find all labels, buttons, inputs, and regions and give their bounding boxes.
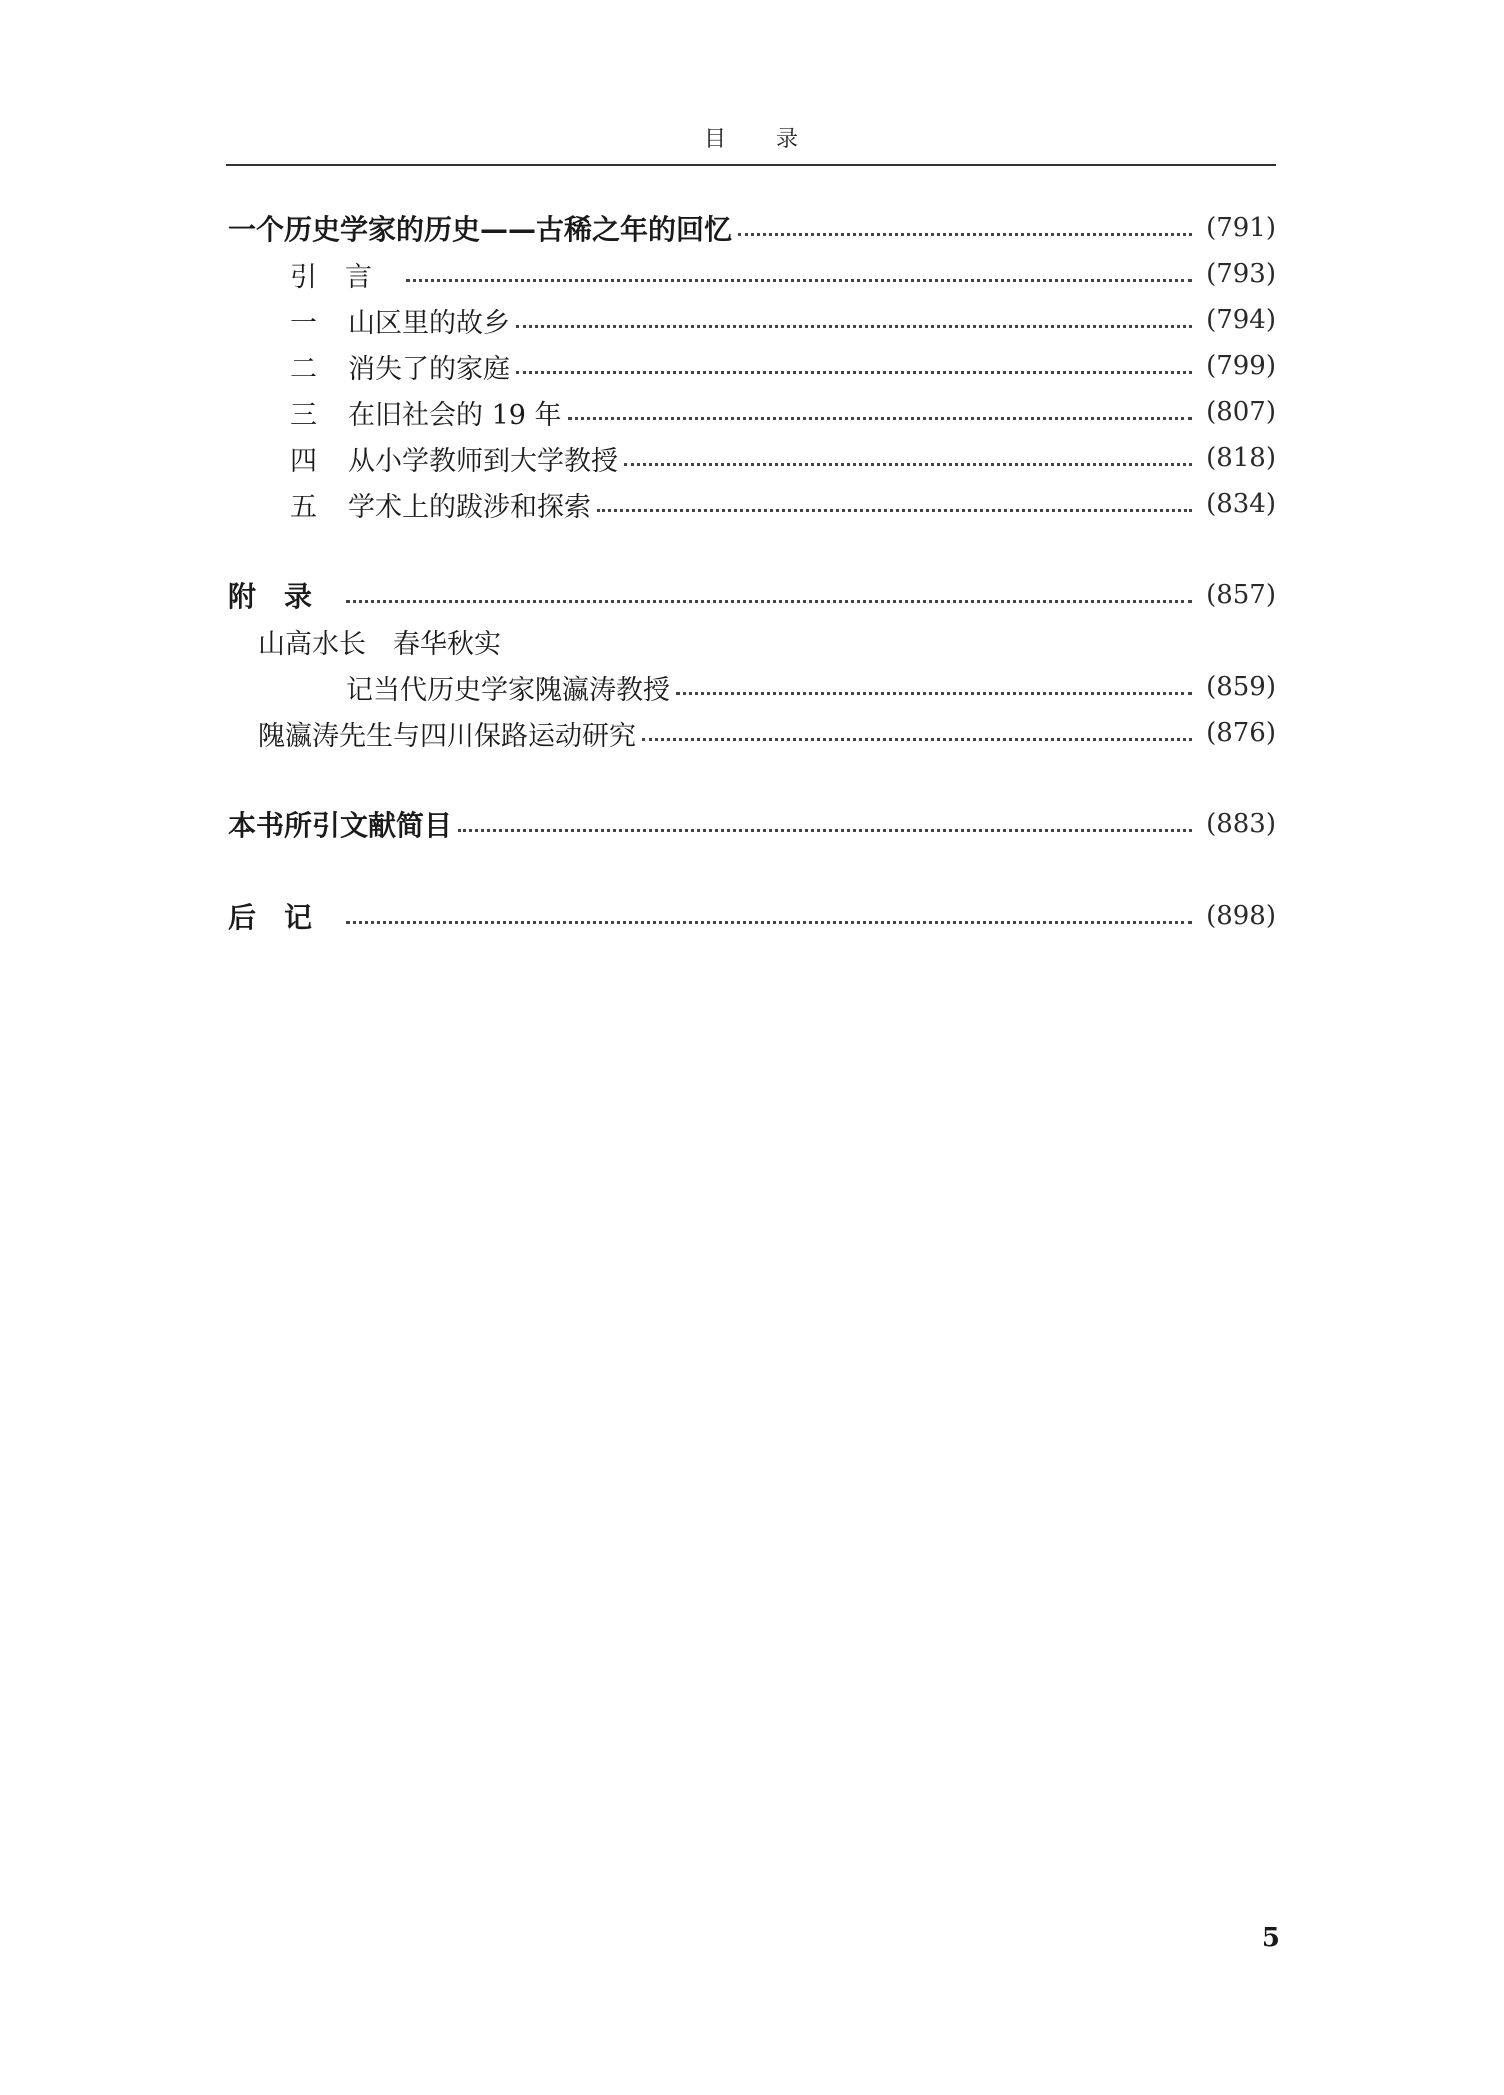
- dot-leader: [624, 463, 1192, 466]
- chapter-number: 三: [290, 399, 317, 431]
- chapter-number: 二: [290, 353, 317, 385]
- dot-leader: [738, 233, 1192, 236]
- toc-entry-title: 在旧社会的 19 年: [348, 399, 562, 431]
- toc-entry-title: 学术上的跋涉和探索: [348, 491, 591, 523]
- toc-page-number: (834): [1206, 489, 1276, 519]
- toc-page-number: (793): [1206, 259, 1276, 289]
- dot-leader: [676, 692, 1192, 695]
- toc-entry-title: 后记: [228, 901, 341, 934]
- toc-entry-title: 山区里的故乡: [348, 307, 510, 339]
- toc-entry-appendix[interactable]: [228, 572, 1276, 618]
- dot-leader: [458, 829, 1192, 832]
- toc-page-number: (794): [1206, 305, 1276, 335]
- toc-page-number: (791): [1206, 213, 1276, 243]
- toc-entry-appendix-2[interactable]: [228, 710, 1276, 756]
- toc-entry-title: 本书所引文献简目: [228, 809, 453, 842]
- toc-entry-bibliography[interactable]: [228, 801, 1276, 847]
- dot-leader: [346, 921, 1192, 924]
- toc-page-number: (799): [1206, 351, 1276, 381]
- toc-entry-chapter-1[interactable]: [228, 297, 1276, 343]
- toc-entry-chapter-4[interactable]: [228, 435, 1276, 481]
- page-folio-number: 5: [1261, 1923, 1280, 1953]
- toc-entry-chapter-2[interactable]: [228, 343, 1276, 389]
- toc-entry-title: 一个历史学家的历史——古稀之年的回忆: [228, 213, 733, 246]
- toc-page-number: (859): [1206, 672, 1276, 702]
- chapter-number: 五: [290, 491, 317, 523]
- toc-entry-title: 山高水长 春华秋实: [258, 628, 501, 660]
- toc-entry-appendix-1-heading[interactable]: [228, 618, 1276, 664]
- header-rule: [226, 164, 1276, 166]
- toc-entry-title: 记当代历史学家隗瀛涛教授: [346, 674, 670, 706]
- running-head: 目录: [703, 127, 848, 152]
- dot-leader: [642, 738, 1192, 741]
- toc-entry-chapter-3[interactable]: [228, 389, 1276, 435]
- toc-entry-afterword[interactable]: [228, 893, 1276, 939]
- toc-entry-chapter-5[interactable]: [228, 481, 1276, 527]
- toc-entry-preface[interactable]: [228, 251, 1276, 297]
- chapter-number: 一: [290, 307, 317, 339]
- dot-leader: [597, 509, 1192, 512]
- toc-entry-appendix-1-subtitle[interactable]: [228, 664, 1276, 710]
- dot-leader: [568, 417, 1192, 420]
- toc-entry-title: 从小学教师到大学教授: [348, 445, 618, 477]
- toc-entry-title: 消失了的家庭: [348, 353, 510, 385]
- toc-entry-title: 附录: [228, 580, 341, 613]
- toc-page-number: (807): [1206, 397, 1276, 427]
- dot-leader: [516, 325, 1192, 328]
- dot-leader: [516, 371, 1192, 374]
- toc-page-number: (883): [1206, 809, 1276, 839]
- chapter-number: 四: [290, 445, 317, 477]
- toc-entry-memoir[interactable]: [228, 205, 1276, 251]
- dot-leader: [346, 600, 1192, 603]
- toc-entry-title: 引言: [290, 261, 400, 293]
- toc-page-number: (898): [1206, 901, 1276, 931]
- toc-page-number: (857): [1206, 580, 1276, 610]
- toc-page-number: (876): [1206, 718, 1276, 748]
- dot-leader: [406, 279, 1192, 282]
- toc-entry-title: 隗瀛涛先生与四川保路运动研究: [258, 720, 636, 752]
- toc-page-number: (818): [1206, 443, 1276, 473]
